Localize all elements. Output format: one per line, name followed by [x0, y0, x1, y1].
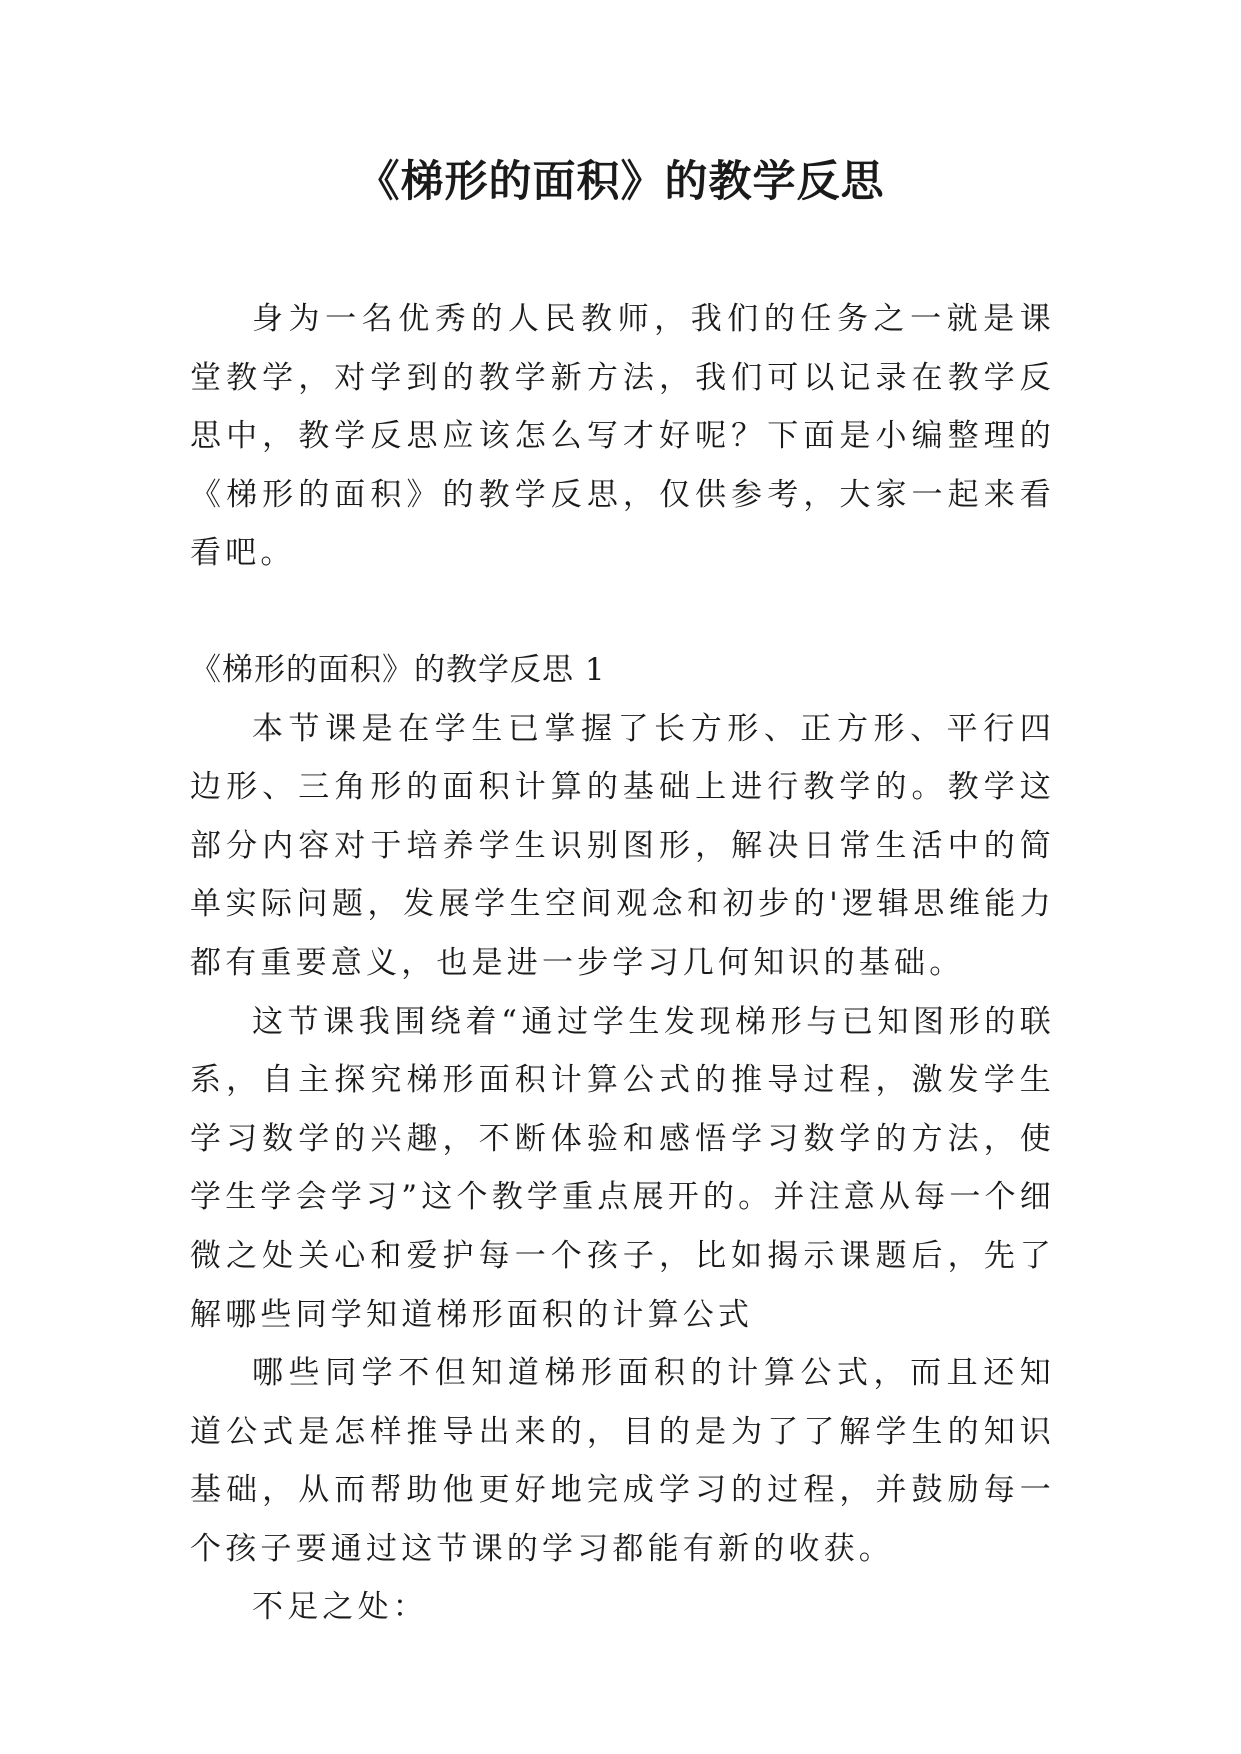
body-paragraph-2: 这节课我围绕着“通过学生发现梯形与已知图形的联系，自主探究梯形面积计算公式的推导过程，激发学生学习数学的兴趣，不断体验和感悟学习数学的方法，使学生学会学习”这个教学重点展开的。并注意从每一个细微之处关心和爱护每一个孩子，比如揭示课题后，先了解哪些同学知道梯形面积的计算公式 [190, 1003, 1055, 1333]
document-body [190, 290, 1055, 1637]
paragraph-spacer [190, 583, 1055, 641]
section-heading: 《梯形的面积》的教学反思 1 [190, 651, 606, 688]
document-title: 《梯形的面积》的教学反思 [356, 157, 885, 207]
body-paragraph-3: 哪些同学不但知道梯形面积的计算公式，而且还知道公式是怎样推导出来的，目的是为了了解学生的知识基础，从而帮助他更好地完成学习的过程，并鼓励每一个孩子要通过这节课的学习都能有新的收获。 [190, 1355, 1055, 1567]
intro-paragraph: 身为一名优秀的人民教师，我们的任务之一就是课堂教学，对学到的教学新方法，我们可以记录在教学反思中，教学反思应该怎么写才好呢？下面是小编整理的《梯形的面积》的教学反思，仅供参考，大家一起来看看吧。 [190, 301, 1055, 572]
body-paragraph-4: 不足之处： [252, 1589, 428, 1626]
body-paragraph-1: 本节课是在学生已掌握了长方形、正方形、平行四边形、三角形的面积计算的基础上进行教学的。教学这部分内容对于培养学生识别图形，解决日常生活中的简单实际问题，发展学生空间观念和初步的'逻辑思维能力都有重要意义，也是进一步学习几何知识的基础。 [190, 710, 1055, 981]
